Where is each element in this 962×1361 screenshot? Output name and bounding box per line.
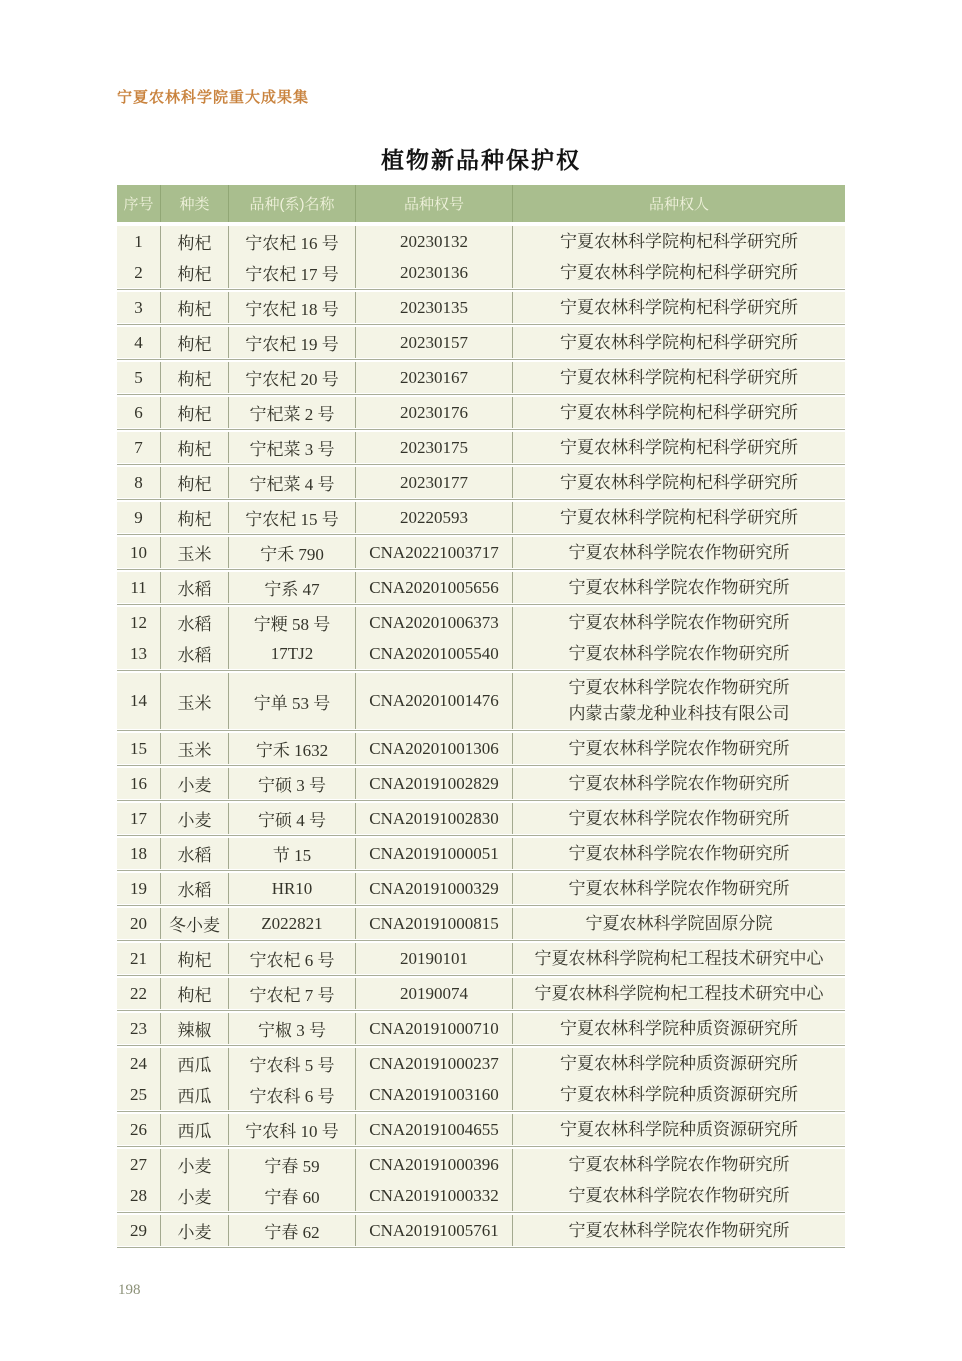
table-row-group — [117, 502, 845, 533]
table-header-row — [117, 185, 845, 222]
table-row — [117, 1079, 845, 1110]
cell-owner — [512, 257, 845, 288]
cell-name: 宁农科 5 号 — [228, 1048, 355, 1079]
table-row — [117, 226, 845, 257]
owner-line: 宁夏农林科学院农作物研究所 — [568, 643, 790, 663]
cell-name: 宁禾 1632 — [228, 733, 355, 764]
table-row-group — [117, 327, 845, 358]
table-row-group — [117, 908, 845, 939]
table-row — [117, 362, 845, 393]
cell-kind: 枸杞 — [160, 502, 228, 533]
cell-number: CNA20191000237 — [355, 1048, 512, 1079]
column-header-4: 品种权人 — [512, 185, 845, 222]
cell-kind: 枸杞 — [160, 226, 228, 257]
table-row — [117, 327, 845, 358]
owner-line: 宁夏农林科学院农作物研究所 — [568, 1220, 790, 1240]
table-row-group — [117, 673, 845, 729]
cell-kind: 枸杞 — [160, 943, 228, 974]
cell-name: 宁农科 6 号 — [228, 1079, 355, 1110]
cell-name: 宁春 62 — [228, 1215, 355, 1246]
cell-number: 20230135 — [355, 292, 512, 323]
running-header: 宁夏农林科学院重大成果集 — [117, 89, 310, 106]
cell-name: 宁椒 3 号 — [228, 1013, 355, 1044]
cell-name: 宁农杞 15 号 — [228, 502, 355, 533]
table-row-group — [117, 292, 845, 323]
owner-line: 宁夏农林科学院种质资源研究所 — [560, 1018, 798, 1038]
cell-no: 22 — [117, 978, 160, 1009]
cell-kind: 水稻 — [160, 838, 228, 869]
cell-no: 27 — [117, 1149, 160, 1180]
table-row — [117, 397, 845, 428]
cell-owner — [512, 362, 845, 393]
cell-name: 节 15 — [228, 838, 355, 869]
cell-owner — [512, 1114, 845, 1145]
cell-owner — [512, 803, 845, 834]
table-row — [117, 502, 845, 533]
owner-line: 宁夏农林科学院种质资源研究所 — [560, 1084, 798, 1104]
cell-no: 16 — [117, 768, 160, 799]
cell-name: Z022821 — [228, 908, 355, 939]
cell-number: CNA20191000332 — [355, 1180, 512, 1211]
cell-owner — [512, 1079, 845, 1110]
table-row-group — [117, 467, 845, 498]
table-row — [117, 943, 845, 974]
cell-owner — [512, 1215, 845, 1246]
cell-no: 12 — [117, 607, 160, 638]
owner-line: 宁夏农林科学院农作物研究所 — [568, 843, 790, 863]
cell-name: 宁硕 3 号 — [228, 768, 355, 799]
cell-kind: 小麦 — [160, 803, 228, 834]
cell-name: 宁农杞 16 号 — [228, 226, 355, 257]
cell-no: 4 — [117, 327, 160, 358]
cell-no: 24 — [117, 1048, 160, 1079]
table-row-group — [117, 1048, 845, 1110]
table-row-group — [117, 873, 845, 904]
cell-owner — [512, 733, 845, 764]
cell-no: 29 — [117, 1215, 160, 1246]
cell-no: 7 — [117, 432, 160, 463]
cell-owner — [512, 673, 845, 729]
cell-name: 宁单 53 号 — [228, 673, 355, 729]
table-row-group — [117, 397, 845, 428]
cell-owner — [512, 908, 845, 939]
table-row — [117, 733, 845, 764]
cell-name: 宁春 60 — [228, 1180, 355, 1211]
cell-number: 20230132 — [355, 226, 512, 257]
cell-number: CNA20191002830 — [355, 803, 512, 834]
column-header-2: 品种(系)名称 — [228, 185, 355, 222]
owner-line: 宁夏农林科学院枸杞工程技术研究中心 — [534, 948, 824, 968]
column-header-0: 序号 — [123, 196, 154, 213]
cell-kind: 小麦 — [160, 768, 228, 799]
owner-line: 宁夏农林科学院农作物研究所 — [568, 678, 790, 697]
cell-owner — [512, 768, 845, 799]
cell-owner — [512, 572, 845, 603]
cell-name: 宁硕 4 号 — [228, 803, 355, 834]
cell-no: 18 — [117, 838, 160, 869]
cell-number: CNA20221003717 — [355, 537, 512, 568]
cell-owner — [512, 1013, 845, 1044]
table-row — [117, 673, 845, 729]
cell-kind: 小麦 — [160, 1149, 228, 1180]
owner-line: 宁夏农林科学院枸杞科学研究所 — [560, 507, 798, 527]
cell-name: 宁春 59 — [228, 1149, 355, 1180]
cell-number: CNA20191000329 — [355, 873, 512, 904]
cell-no: 6 — [117, 397, 160, 428]
owner-line: 宁夏农林科学院农作物研究所 — [568, 577, 790, 597]
cell-owner — [512, 537, 845, 568]
cell-kind: 水稻 — [160, 873, 228, 904]
cell-number: 20230176 — [355, 397, 512, 428]
table-row — [117, 1048, 845, 1079]
owner-line: 宁夏农林科学院枸杞科学研究所 — [560, 297, 798, 317]
cell-name: 宁农杞 20 号 — [228, 362, 355, 393]
owner-line: 宁夏农林科学院枸杞科学研究所 — [560, 332, 798, 352]
cell-no: 9 — [117, 502, 160, 533]
cell-no: 5 — [117, 362, 160, 393]
cell-number: 20230175 — [355, 432, 512, 463]
cell-kind: 枸杞 — [160, 292, 228, 323]
cell-no: 15 — [117, 733, 160, 764]
cell-kind: 玉米 — [160, 673, 228, 729]
cell-name: 宁农杞 7 号 — [228, 978, 355, 1009]
owner-line: 宁夏农林科学院固原分院 — [585, 913, 773, 933]
cell-number: CNA20191000051 — [355, 838, 512, 869]
table-row-group — [117, 943, 845, 974]
cell-number: CNA20191000710 — [355, 1013, 512, 1044]
cell-kind: 枸杞 — [160, 362, 228, 393]
table-row — [117, 1149, 845, 1180]
owner-line: 宁夏农林科学院枸杞科学研究所 — [560, 262, 798, 282]
owner-line: 宁夏农林科学院枸杞工程技术研究中心 — [534, 983, 824, 1003]
table-row — [117, 638, 845, 669]
cell-owner — [512, 1149, 845, 1180]
cell-no: 1 — [117, 226, 160, 257]
owner-line: 宁夏农林科学院枸杞科学研究所 — [560, 367, 798, 387]
cell-name: 宁农科 10 号 — [228, 1114, 355, 1145]
table-row-group — [117, 1013, 845, 1044]
column-header-3: 品种权号 — [355, 185, 512, 222]
cell-number: 20230157 — [355, 327, 512, 358]
cell-kind: 辣椒 — [160, 1013, 228, 1044]
cell-owner — [512, 873, 845, 904]
cell-no: 28 — [117, 1180, 160, 1211]
cell-name: 宁农杞 18 号 — [228, 292, 355, 323]
table-row-group — [117, 768, 845, 799]
table-row-group — [117, 733, 845, 764]
cell-kind: 小麦 — [160, 1215, 228, 1246]
table-row — [117, 1114, 845, 1145]
table-row-group — [117, 1149, 845, 1211]
owner-line: 宁夏农林科学院农作物研究所 — [568, 808, 790, 828]
owner-line: 宁夏农林科学院枸杞科学研究所 — [560, 231, 798, 251]
cell-kind: 西瓜 — [160, 1048, 228, 1079]
cell-kind: 枸杞 — [160, 327, 228, 358]
cell-no: 17 — [117, 803, 160, 834]
table-row — [117, 1215, 845, 1246]
cell-name: 宁粳 58 号 — [228, 607, 355, 638]
owner-line: 宁夏农林科学院枸杞科学研究所 — [560, 402, 798, 422]
cell-number: CNA20201001306 — [355, 733, 512, 764]
cell-no: 3 — [117, 292, 160, 323]
table-row — [117, 432, 845, 463]
cell-number: CNA20191002829 — [355, 768, 512, 799]
cell-kind: 水稻 — [160, 572, 228, 603]
cell-name: 宁禾 790 — [228, 537, 355, 568]
table-body — [117, 226, 845, 1250]
owner-line: 宁夏农林科学院种质资源研究所 — [560, 1119, 798, 1139]
table-row-group — [117, 978, 845, 1009]
cell-number: CNA20191000815 — [355, 908, 512, 939]
table-row — [117, 1180, 845, 1211]
cell-no: 21 — [117, 943, 160, 974]
table-row — [117, 467, 845, 498]
cell-number: 20230167 — [355, 362, 512, 393]
cell-kind: 冬小麦 — [160, 908, 228, 939]
cell-name: 17TJ2 — [228, 638, 355, 669]
cell-number: CNA20191003160 — [355, 1079, 512, 1110]
cell-number: CNA20191004655 — [355, 1114, 512, 1145]
cell-number: CNA20191000396 — [355, 1149, 512, 1180]
cell-no: 2 — [117, 257, 160, 288]
cell-owner — [512, 327, 845, 358]
cell-number: CNA20201005656 — [355, 572, 512, 603]
cell-no: 10 — [117, 537, 160, 568]
table-row — [117, 908, 845, 939]
cell-no: 20 — [117, 908, 160, 939]
cell-kind: 西瓜 — [160, 1079, 228, 1110]
owner-line: 宁夏农林科学院种质资源研究所 — [560, 1053, 798, 1073]
cell-owner — [512, 226, 845, 257]
cell-no: 25 — [117, 1079, 160, 1110]
table-row-group — [117, 1215, 845, 1246]
cell-owner — [512, 978, 845, 1009]
cell-number: CNA20191005761 — [355, 1215, 512, 1246]
cell-owner — [512, 502, 845, 533]
cell-number: CNA20201006373 — [355, 607, 512, 638]
table-row — [117, 1013, 845, 1044]
table-row — [117, 607, 845, 638]
row-separator — [117, 1246, 845, 1250]
cell-kind: 玉米 — [160, 537, 228, 568]
table-row-group — [117, 572, 845, 603]
cell-kind: 玉米 — [160, 733, 228, 764]
cell-kind: 枸杞 — [160, 432, 228, 463]
cell-no: 26 — [117, 1114, 160, 1145]
page-title: 植物新品种保护权 — [381, 148, 581, 173]
table-row — [117, 292, 845, 323]
table-row — [117, 537, 845, 568]
cell-name: 宁系 47 — [228, 572, 355, 603]
cell-number: 20220593 — [355, 502, 512, 533]
cell-no: 8 — [117, 467, 160, 498]
owner-line: 宁夏农林科学院农作物研究所 — [568, 612, 790, 632]
owner-line: 内蒙古蒙龙种业科技有限公司 — [568, 704, 790, 723]
table-row-group — [117, 362, 845, 393]
cell-kind: 枸杞 — [160, 467, 228, 498]
cell-no: 14 — [117, 673, 160, 729]
cell-no: 23 — [117, 1013, 160, 1044]
cell-number: CNA20201001476 — [355, 673, 512, 729]
cell-owner — [512, 638, 845, 669]
table-row-group — [117, 803, 845, 834]
table-row-group — [117, 607, 845, 669]
cell-owner — [512, 1180, 845, 1211]
owner-line: 宁夏农林科学院农作物研究所 — [568, 738, 790, 758]
cell-number: 20190074 — [355, 978, 512, 1009]
table-row-group — [117, 537, 845, 568]
table-row-group — [117, 838, 845, 869]
cell-owner — [512, 838, 845, 869]
cell-kind: 西瓜 — [160, 1114, 228, 1145]
cell-owner — [512, 432, 845, 463]
table-row-group — [117, 226, 845, 288]
cell-number: 20230136 — [355, 257, 512, 288]
table-row — [117, 803, 845, 834]
cell-kind: 枸杞 — [160, 257, 228, 288]
owner-line: 宁夏农林科学院农作物研究所 — [568, 773, 790, 793]
cell-name: 宁农杞 17 号 — [228, 257, 355, 288]
owner-line: 宁夏农林科学院农作物研究所 — [568, 1154, 790, 1174]
owner-line: 宁夏农林科学院农作物研究所 — [568, 878, 790, 898]
cell-owner — [512, 292, 845, 323]
table-row — [117, 873, 845, 904]
cell-owner — [512, 1048, 845, 1079]
cell-no: 19 — [117, 873, 160, 904]
owner-line: 宁夏农林科学院农作物研究所 — [568, 1185, 790, 1205]
owner-line: 宁夏农林科学院枸杞科学研究所 — [560, 437, 798, 457]
cell-number: 20190101 — [355, 943, 512, 974]
cell-kind: 小麦 — [160, 1180, 228, 1211]
cell-name: 宁杞菜 3 号 — [228, 432, 355, 463]
variety-rights-table — [117, 185, 845, 1250]
table-row — [117, 572, 845, 603]
owner-line: 宁夏农林科学院枸杞科学研究所 — [560, 472, 798, 492]
cell-no: 11 — [117, 572, 160, 603]
cell-kind: 枸杞 — [160, 978, 228, 1009]
table-row — [117, 257, 845, 288]
cell-name: HR10 — [228, 873, 355, 904]
cell-name: 宁杞菜 2 号 — [228, 397, 355, 428]
cell-number: 20230177 — [355, 467, 512, 498]
cell-no: 13 — [117, 638, 160, 669]
table-row — [117, 768, 845, 799]
table-row-group — [117, 432, 845, 463]
table-row-group — [117, 1114, 845, 1145]
cell-kind: 水稻 — [160, 607, 228, 638]
cell-name: 宁杞菜 4 号 — [228, 467, 355, 498]
page-number: 198 — [118, 1282, 141, 1298]
cell-owner — [512, 467, 845, 498]
cell-kind: 水稻 — [160, 638, 228, 669]
cell-owner — [512, 397, 845, 428]
cell-number: CNA20201005540 — [355, 638, 512, 669]
cell-owner — [512, 607, 845, 638]
table-row — [117, 978, 845, 1009]
cell-kind: 枸杞 — [160, 397, 228, 428]
column-header-1: 种类 — [160, 185, 228, 222]
cell-name: 宁农杞 6 号 — [228, 943, 355, 974]
cell-owner — [512, 943, 845, 974]
table-row — [117, 838, 845, 869]
owner-line: 宁夏农林科学院农作物研究所 — [568, 542, 790, 562]
cell-name: 宁农杞 19 号 — [228, 327, 355, 358]
